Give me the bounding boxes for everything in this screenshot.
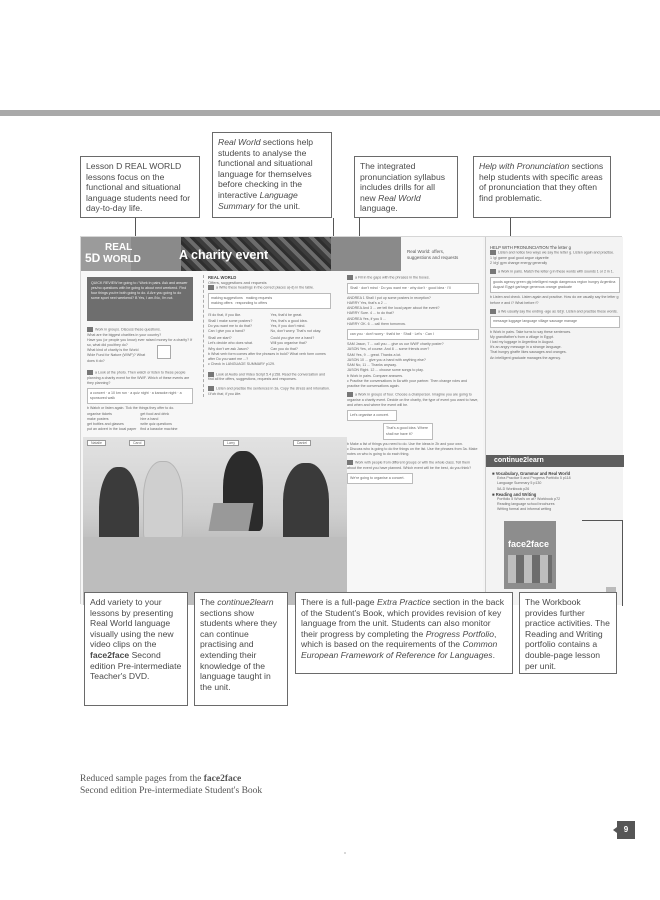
callout-italic: Extra Practice <box>376 597 431 607</box>
callout-italic: continue2learn <box>217 597 274 607</box>
callout-text: Lesson D REAL WORLD lessons focus on the functional and situational language students need for day-to-day life. <box>86 161 191 214</box>
offer-list-col <box>140 412 177 433</box>
c2l-heading-text: Reading and Writing <box>495 491 537 497</box>
exercise-7a <box>347 392 479 408</box>
callout-text: There is a full-page <box>301 597 377 607</box>
dialogue-line: HARRY OK. 6 ... call them tomorrow. <box>347 321 406 326</box>
table-row: I'll do that, if you like. <box>208 313 242 318</box>
word: intelligent <box>532 279 548 284</box>
c2l-item: Reading language school brochures <box>497 502 555 507</box>
exercise-text: a Look at the photo. Then watch or listen to these people planning a charity event for the WWF. Which of these events are they planning? <box>87 370 190 385</box>
footer-text: Reduced sample pages from the <box>80 774 204 784</box>
callout-italic: Real World <box>218 137 261 147</box>
phrase: Let's <box>414 332 423 337</box>
phrase: can you <box>350 332 363 337</box>
word: graduate <box>557 285 572 290</box>
table-cell-d <box>271 336 332 352</box>
textbook-spread <box>80 236 622 604</box>
exercise-text: a Write these headings in the correct places a)-d) in the table. <box>216 285 315 290</box>
exercise-1-item: Have you (or people you know) ever raised money for a charity? If so, what did you/they do? <box>87 337 193 348</box>
heading-option: making suggestions <box>211 296 243 301</box>
word: orange <box>545 285 557 290</box>
callout-video-clips <box>84 592 188 706</box>
exercise-4 <box>208 372 331 383</box>
lesson-title: A charity event <box>179 248 269 262</box>
callout-text: . <box>492 649 495 660</box>
word: Egypt <box>505 285 515 290</box>
exercise-text: a We usually say the ending -age as /ɪdʒ/. Listen and practise these words. <box>498 309 618 314</box>
real-world-subheading: Offers, suggestions and requests <box>208 280 267 286</box>
callout-extra-practice <box>295 592 513 674</box>
word: region <box>577 279 588 284</box>
heading-option: responding to offers <box>235 301 268 306</box>
table-row: Why don't we ask Jason? <box>208 346 249 351</box>
table-row: Yes, that'd be great. <box>270 313 303 318</box>
heading-option: making offers <box>211 301 233 306</box>
words-box <box>490 277 620 293</box>
exercise-number-icon <box>347 275 353 280</box>
sentence: My grandfather's from a village in Egypt. <box>490 334 555 339</box>
table-row: Will you organise that? <box>270 341 307 346</box>
speech-bubble: Let's organise a concert. <box>347 410 397 421</box>
lesson-label-real: REAL <box>105 242 133 253</box>
pron-exercise-2b: b Listen and check. Listen again and practise. How do we usually say the letter g before e and i? What before f? <box>490 295 619 305</box>
word: manage <box>563 319 577 324</box>
phrase: don't worry <box>365 332 384 337</box>
callout-italic: Language Summary <box>218 189 298 211</box>
connector-line <box>582 520 622 521</box>
callout-text: The <box>200 597 218 607</box>
callout-italic: Common European Framework of Reference for Languages <box>301 639 498 660</box>
phrase: Can I <box>425 332 434 337</box>
table-row: Yes, if you don't mind. <box>270 323 306 328</box>
exercise-number-icon <box>490 250 496 255</box>
pron-exercise-3b: b Work in pairs. Take turns to say these sentences. <box>490 329 572 334</box>
exercise-6a <box>347 275 479 281</box>
table-row: Do you want me to do that? <box>208 323 252 328</box>
phrase: I'll <box>447 285 451 290</box>
table-row: Can I give you a hand? <box>208 329 245 334</box>
word: goods <box>493 279 503 284</box>
table-row: Can you do that? <box>270 346 298 351</box>
lesson-banner <box>81 237 401 271</box>
callout-italic: Real World <box>378 192 421 203</box>
dialogue-line: ANDREA And 3 ... we tell the local paper about the event? <box>347 306 440 311</box>
dialogue-line: JASON Right. 12 ... choose some songs to play. <box>347 368 424 373</box>
offer-item: organise tickets <box>87 411 112 416</box>
decorative-dot <box>344 852 346 854</box>
page-number-badge: 9 <box>617 821 635 839</box>
c2l-item: Language Summary 5 p130 <box>497 481 542 486</box>
offer-list-col <box>87 412 136 433</box>
photo-name-tag: Natalie <box>87 440 106 446</box>
speech-bubble: That's a good idea. Where shall we have it? <box>383 423 433 439</box>
workbook-title: face2face <box>508 539 550 549</box>
exercise-number-icon <box>490 309 496 314</box>
quick-review-box: QUICK REVIEW be going to / Work in pairs. Ask and answer yes/no questions with be going to about next weekend. Find four things you're both going to do. A Are you going to do some sport next weekend? B Yes, I am./No, I'm not. <box>87 277 193 321</box>
callout-lesson-d <box>80 156 200 218</box>
connector-line <box>135 218 136 238</box>
photo-name-tag: Carol <box>129 440 145 446</box>
sentence: That hungry giraffe likes sausages and oranges. <box>490 350 567 355</box>
exercise-text: a Work in pairs. Match the letter g in these words with sounds 1 or 2 in 1. <box>498 269 614 274</box>
c2l-heading: ■ Reading and Writing <box>492 491 537 497</box>
word: generous <box>529 285 545 290</box>
exercise-7c: c Discuss who is going to do the things on the list. Use the phrases from 3a. Make notes on who is going to do each thing. <box>347 446 478 457</box>
dialogue-line: SAM No, 11 ... Thanks anyway. <box>347 363 397 368</box>
exercise-text: Work with people from different groups or with the whole class. Tell them about the event you have planned. Which event will be the best, do you think? <box>347 460 472 471</box>
callout-text: section in the back of the Student's Book, which provides revision of key language from the unit. Students can also monitor their progress by completing the <box>301 597 505 639</box>
table-row: Could you give me a hand? <box>270 336 315 341</box>
headings-box <box>208 293 331 309</box>
word: August <box>493 285 505 290</box>
word: message <box>493 319 508 324</box>
phrase: that'd be <box>386 332 401 337</box>
callout-text: The integrated pronunciation syllabus includes drills for all new <box>360 161 446 203</box>
callout-text: Second edition Pre-intermediate Teacher's DVD. <box>90 649 182 682</box>
word: hungry <box>588 279 600 284</box>
callout-italic: Help with Pronunciation <box>479 161 570 171</box>
word: village <box>538 319 549 324</box>
exercise-number-icon <box>490 269 496 274</box>
word: sausage <box>549 319 563 324</box>
exercise-3a <box>208 285 331 291</box>
option: a sponsored walk <box>90 390 182 401</box>
left-column <box>87 327 193 432</box>
table-row: No, don't worry. That's not okay. <box>270 329 322 334</box>
right-page <box>485 237 623 605</box>
sentence: It's an angry message in a strange language. <box>490 345 562 350</box>
callout-workbook <box>519 592 617 674</box>
offer-item: put an advert in the local paper <box>87 427 137 432</box>
top-rule <box>0 110 660 116</box>
c2l-heading-text: Vocabulary, Grammar and Real World <box>495 471 571 476</box>
callout-text: language. <box>360 203 398 214</box>
heading-option: making requests <box>245 296 273 301</box>
word: gig <box>526 279 532 284</box>
phrase-box-1: Shall · don't mind · Do you want me · why don't · good idea · I'll <box>347 283 479 294</box>
exercise-3c: c Check in LANGUAGE SUMMARY p129. <box>208 362 275 367</box>
dialogue-line: HARRY Sure. 4 ... to do that? <box>347 311 395 316</box>
c2l-item: Writing formal and informal writing <box>497 507 552 512</box>
exercise-text: Listen and practise the sentences in 3a. Copy the stress and intonation. <box>216 386 330 391</box>
dialogue-line: JASON 10 ... give you a hand with anything else? <box>347 357 426 362</box>
word: agency <box>503 279 516 284</box>
continue2learn-bar: continue2learn <box>486 455 624 467</box>
exercise-1-item: What are the biggest charities in your country? <box>87 332 162 337</box>
exercise-number-icon <box>87 370 93 375</box>
callout-text: , which is based on the requirements of the <box>301 628 497 650</box>
offer-item: get bottles and glasses <box>87 421 124 426</box>
phrase: why don't <box>410 285 426 290</box>
c2l-item: 5A-D Workbook p26 <box>497 486 530 491</box>
phrase: Do you want me <box>380 285 407 290</box>
connector-line <box>622 520 623 606</box>
callout-text: for the unit. <box>254 200 301 211</box>
exercise-number-icon <box>347 392 353 397</box>
c2l-item: Portfolio 5 What's on at? Workbook p72 <box>497 497 561 502</box>
speech-bubble: We're going to organise a concert. <box>347 473 413 484</box>
word: green <box>516 279 526 284</box>
offer-item: find a karaoke machine <box>140 427 178 432</box>
exercise-text: a Fill in the gaps with the phrases in the boxes. <box>355 275 430 280</box>
footer-text: Second edition Pre-intermediate Student's Book <box>80 785 263 796</box>
exercise-1-item: What kind of charity is the World Wide Fund for Nature (WWF)? What does it do? <box>87 348 146 363</box>
lesson-label-world: WORLD <box>103 254 141 265</box>
table-cell-b <box>271 313 332 334</box>
pron-exercise-3a <box>490 309 620 315</box>
photo-name-tag: Larry <box>223 440 239 446</box>
dialogue-line: HARRY Yes, that's a 2 ... <box>347 301 387 306</box>
exercise-7b: b Make a list of things you need to do. Use the ideas in 2b and your own. <box>347 441 463 446</box>
phrase: don't mind <box>361 285 378 290</box>
photo-name-tag: Daniel <box>293 440 311 446</box>
phrase-box-2: can you · don't worry · that'd be · Shall · Let's · Can I <box>347 329 479 340</box>
pronunciation-heading: HELP WITH PRONUNCIATION The letter g <box>490 245 571 250</box>
table-cell-a <box>208 313 269 334</box>
cover-tiles <box>508 555 552 583</box>
callout-text: Add variety to your lessons by presenting Real World language visually using the new video clips on the <box>90 597 174 650</box>
word: magic <box>548 279 559 284</box>
exercise-number-icon <box>208 372 214 377</box>
lesson-subtitle: Real World: offers, suggestions and requests <box>407 249 459 260</box>
dialogue-line: ANDREA 1 Shall I put up some posters in reception? <box>347 295 431 300</box>
sentence: I lost my luggage in Argentina in August. <box>490 340 554 344</box>
sound-row: 2 /dʒ/ gym change energy generally <box>490 261 548 266</box>
exercise-8 <box>347 460 479 471</box>
exercise-text: a Work in groups of four. Choose a chairperson. Imagine you are going to organise a charity event. Decide on the charity, the type of event you want to have, and when and where the event will be. <box>347 392 479 407</box>
exercise-number-icon <box>87 327 93 332</box>
person-figure <box>143 461 183 541</box>
word: dangerous <box>559 279 577 284</box>
callout-real-world-sections <box>212 132 332 218</box>
option: a concert <box>90 390 105 395</box>
dialogue-line: SAM Yes, 9 ... great. Thanks a lot. <box>347 352 402 357</box>
offer-item: make posters <box>87 416 109 421</box>
offer-item: write quiz questions <box>140 421 172 426</box>
person-figure <box>283 463 329 547</box>
wwf-logo <box>157 345 171 359</box>
offer-item: hire a band <box>140 416 159 421</box>
table-row: Yes, that's a good idea. <box>270 318 308 323</box>
sentence: An intelligent graduate manages the agency. <box>490 355 561 360</box>
exercise-2b: b Watch or listen again. Tick the things they offer to do. <box>87 406 175 411</box>
exercise-3b: b What verb form comes after the phrases in bold? What verb form comes after Do you want me ...? <box>208 351 326 362</box>
footer-brand: face2face <box>203 774 242 784</box>
phrase: Shall <box>350 285 358 290</box>
option: a karaoke night <box>151 390 177 395</box>
callout-text: The Workbook provides further practice activities. The Reading and Writing portfolio contains a double-page lesson per unit. <box>525 597 610 671</box>
lesson-label <box>85 243 141 265</box>
callout-italic: Progress Portfolio <box>425 628 494 639</box>
callout-pronunciation-syllabus <box>354 156 458 218</box>
age-words-box <box>490 316 620 327</box>
classroom-photo <box>83 437 347 605</box>
exercise-6b: b Work in pairs. Compare answers. <box>347 373 404 378</box>
exercise-6c: c Practise the conversations in 6a with your partner. Then change roles and practise the conversations again. <box>347 378 467 388</box>
table-row: Shall we start? <box>208 336 232 341</box>
exercise-2 <box>87 370 193 386</box>
exercise-number-icon <box>208 285 214 290</box>
option: a quiz night <box>130 390 149 395</box>
exercise-text: Listen and notice two ways we say the letter g. Listen again and practise. <box>498 250 615 255</box>
dialogue-line: ANDREA Yes, if you 5 ... <box>347 316 387 321</box>
callout-text: sections help students with specific areas of pronunciation that they often find problematic. <box>479 161 604 203</box>
callout-bold: face2face <box>90 649 130 660</box>
table-row: Let's decide who does what. <box>208 341 254 346</box>
laptop <box>209 503 254 531</box>
word: garbage <box>515 285 529 290</box>
workbook-cover <box>504 521 556 589</box>
word: luggage <box>508 319 522 324</box>
left-page <box>81 237 483 605</box>
pron-exercise-2a <box>490 269 620 275</box>
phrase: Shall <box>403 332 412 337</box>
offer-item: get food and drink <box>140 411 170 416</box>
event-options-box: a concert · a 10 km run · a quiz night · a karaoke night · a sponsored walk <box>87 388 193 404</box>
callout-text: sections help students to analyse the functional and situational language for themselves before checking in the interactive <box>218 137 314 200</box>
dialogue-line: SAM Jason, 7 ... call you ... give us our WWF charity poster? <box>347 342 444 347</box>
exercise-text: Look at Audio and Video Script 5.4 p158. Read the conversation and find all the offers, suggestions, requests and responses. <box>208 371 326 382</box>
exercise-number-icon <box>208 386 214 391</box>
right-column <box>347 275 479 486</box>
footer-note <box>80 774 262 797</box>
lesson-number: 5D <box>85 251 101 265</box>
offer-list <box>87 412 193 433</box>
table-row: Shall I make some posters? <box>208 318 253 323</box>
middle-column <box>203 275 331 397</box>
continue2learn-list <box>492 471 620 513</box>
dialogue-line: JASON Yes, of course. And 8 ... some friends over? <box>347 347 430 352</box>
callout-continue2learn <box>194 592 288 706</box>
option: a 10 km run <box>108 390 127 395</box>
language-table <box>208 313 331 351</box>
sound-row: 1 /g/ game goal good argue cigarette <box>490 255 549 260</box>
word: Argentina <box>599 279 616 284</box>
callout-text: sections show students where they can continue practising and extending their knowledge of the language taught in the unit. <box>200 607 277 692</box>
table-cell-c <box>208 336 269 352</box>
pronunciation-section <box>490 245 620 361</box>
real-world-heading: REAL WORLD <box>208 275 237 280</box>
exercise-number-icon <box>347 460 353 465</box>
c2l-item: Extra Practice 5 and Progress Portfolio 5 p118 <box>497 476 571 481</box>
exercise-5-example: I'll do that, if you like. <box>208 392 242 397</box>
callout-help-with-pronunciation <box>473 156 611 218</box>
c2l-heading: ■ Vocabulary, Grammar and Real World <box>492 471 571 476</box>
phrase: good idea <box>428 285 445 290</box>
word: language <box>522 319 538 324</box>
exercise-text: Work in groups. Discuss these questions. <box>95 327 161 332</box>
